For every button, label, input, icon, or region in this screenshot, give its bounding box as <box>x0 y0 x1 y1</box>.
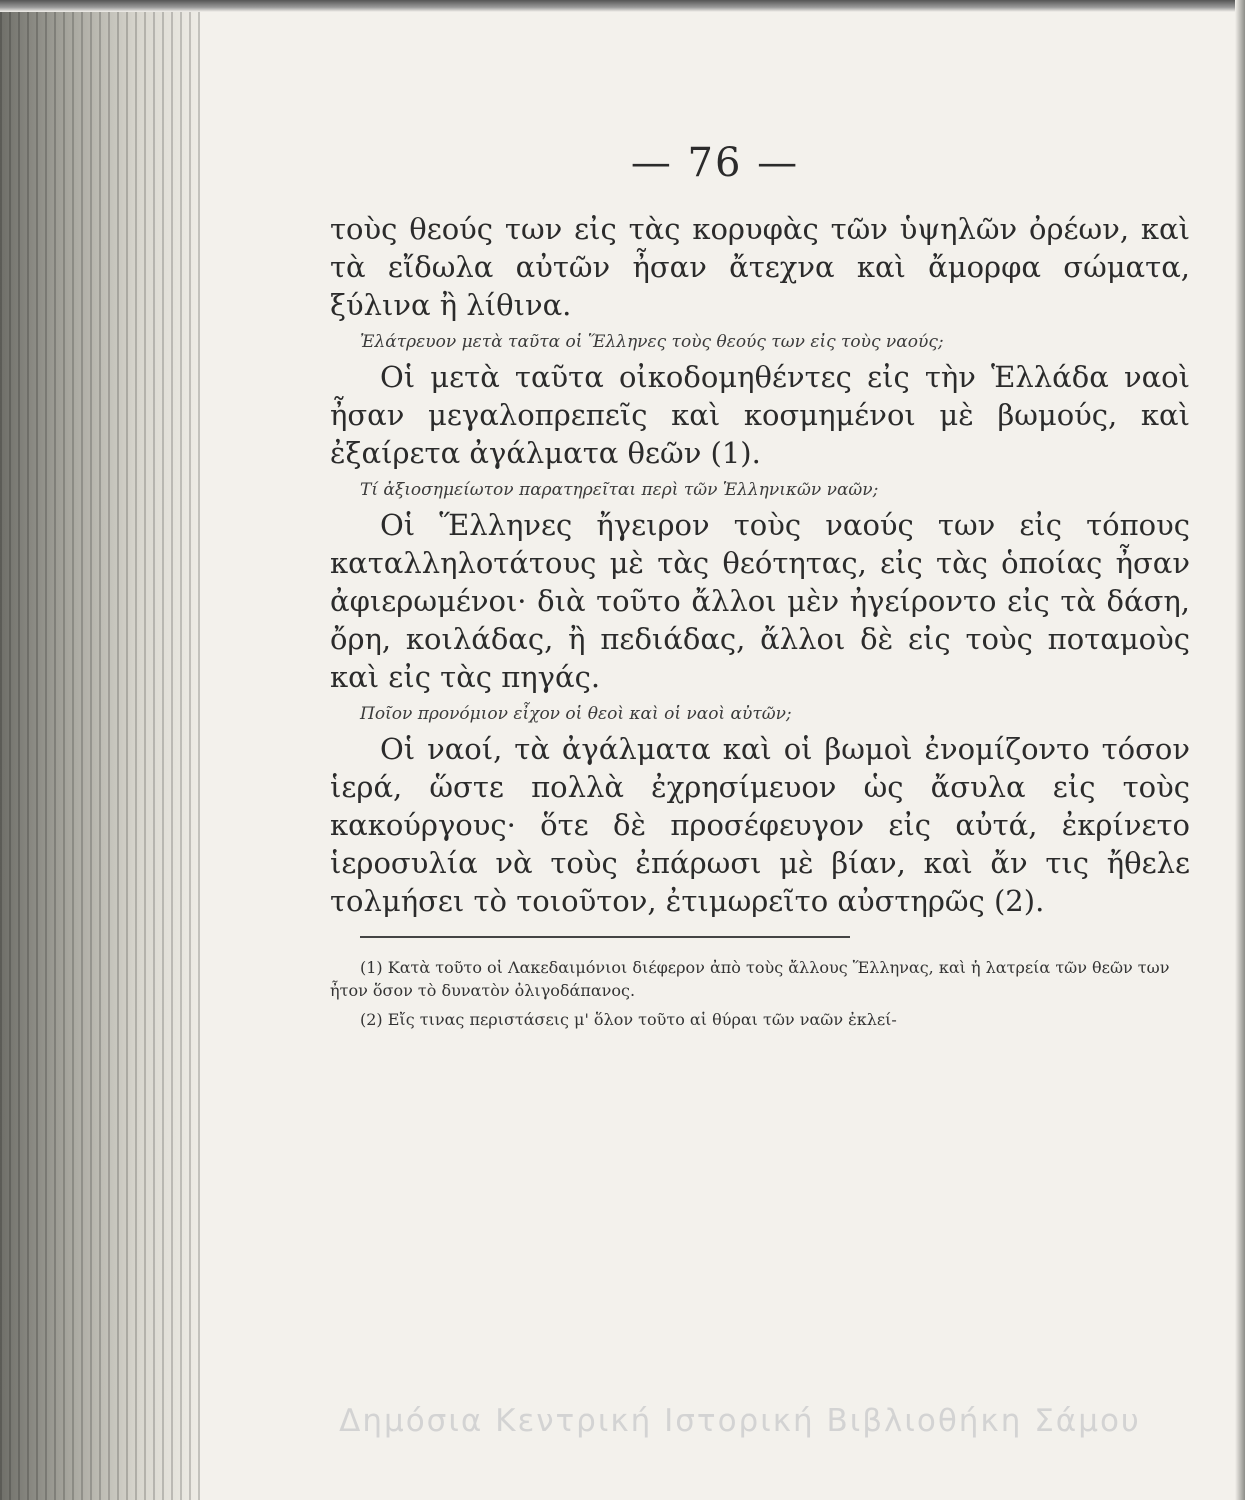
right-edge <box>1235 0 1245 1500</box>
paragraph-2: Οἱ Ἕλληνες ἤγειρον τοὺς ναούς των εἰς τόπους καταλληλοτάτους μὲ τὰς θεότητας, εἰς τὰς ὁποίας ἦσαν ἀφιερωμένοι· διὰ τοῦτο ἄλλοι μὲν ἠγείροντο εἰς τὰ δάση, ὄρη, κοιλάδας, ἢ πεδιάδας, ἄλλοι δὲ εἰς τοὺς ποταμοὺς καὶ εἰς τὰς πηγάς. <box>330 508 1190 694</box>
question-3: Ποῖον προνόμιον εἶχον οἱ θεοὶ καὶ οἱ ναοὶ αὐτῶν; <box>360 704 792 724</box>
page-number: — 76 — <box>630 140 800 186</box>
library-watermark: Δημόσια Κεντρική Ιστορική Βιβλιοθήκη Σάμου <box>339 1403 1141 1439</box>
footnote-2: (2) Εἴς τινας περιστάσεις μ' ὅλον τοῦτο αἱ θύραι τῶν ναῶν ἐκλεί- <box>360 1010 897 1029</box>
question-2: Τί ἀξιοσημείωτον παρατηρεῖται περὶ τῶν Ἑλληνικῶν ναῶν; <box>360 480 879 500</box>
footnote-1: (1) Κατὰ τοῦτο οἱ Λακεδαιμόνιοι διέφερον ἀπὸ τοὺς ἄλλους Ἕλληνας, καὶ ἡ λατρεία τῶν θεῶν των ἦτον ὅσον τὸ δυνατὸν ὀλιγοδάπανος. <box>330 958 1170 1000</box>
text-body <box>330 210 1190 920</box>
footnotes <box>330 956 1190 1031</box>
question-1: Ἐλάτρευον μετὰ ταῦτα οἱ Ἕλληνες τοὺς θεούς των εἰς τοὺς ναούς; <box>360 332 944 352</box>
footnote-rule <box>360 936 850 938</box>
paragraph-continuation: τοὺς θεούς των εἰς τὰς κορυφὰς τῶν ὑψηλῶν ὀρέων, καὶ τὰ εἴδωλα αὐτῶν ἦσαν ἄτεχνα καὶ ἄμορφα σώματα, ξύλινα ἢ λίθινα. <box>330 212 1190 322</box>
paragraph-3: Οἱ ναοί, τὰ ἀγάλματα καὶ οἱ βωμοὶ ἐνομίζοντο τόσον ἱερά, ὥστε πολλὰ ἐχρησίμευον ὡς ἄσυλα εἰς τοὺς κακούργους· ὅτε δὲ προσέφευγον εἰς αὐτά, ἐκρίνετο ἱεροσυλία νὰ τοὺς ἐπάρωσι μὲ βίαν, καὶ ἄν τις ἤθελε τολμήσει τὸ τοιοῦτον, ἐτιμωρεῖτο αὐστηρῶς (2). <box>330 732 1190 918</box>
paragraph-1: Οἱ μετὰ ταῦτα οἰκοδομηθέντες εἰς τὴν Ἑλλάδα ναοὶ ἦσαν μεγαλοπρεπεῖς καὶ κοσμημένοι μὲ βωμούς, καὶ ἐξαίρετα ἀγάλματα θεῶν (1). <box>330 360 1190 470</box>
book-edge <box>0 0 200 1500</box>
page <box>330 140 1190 1037</box>
top-edge <box>0 0 1245 12</box>
